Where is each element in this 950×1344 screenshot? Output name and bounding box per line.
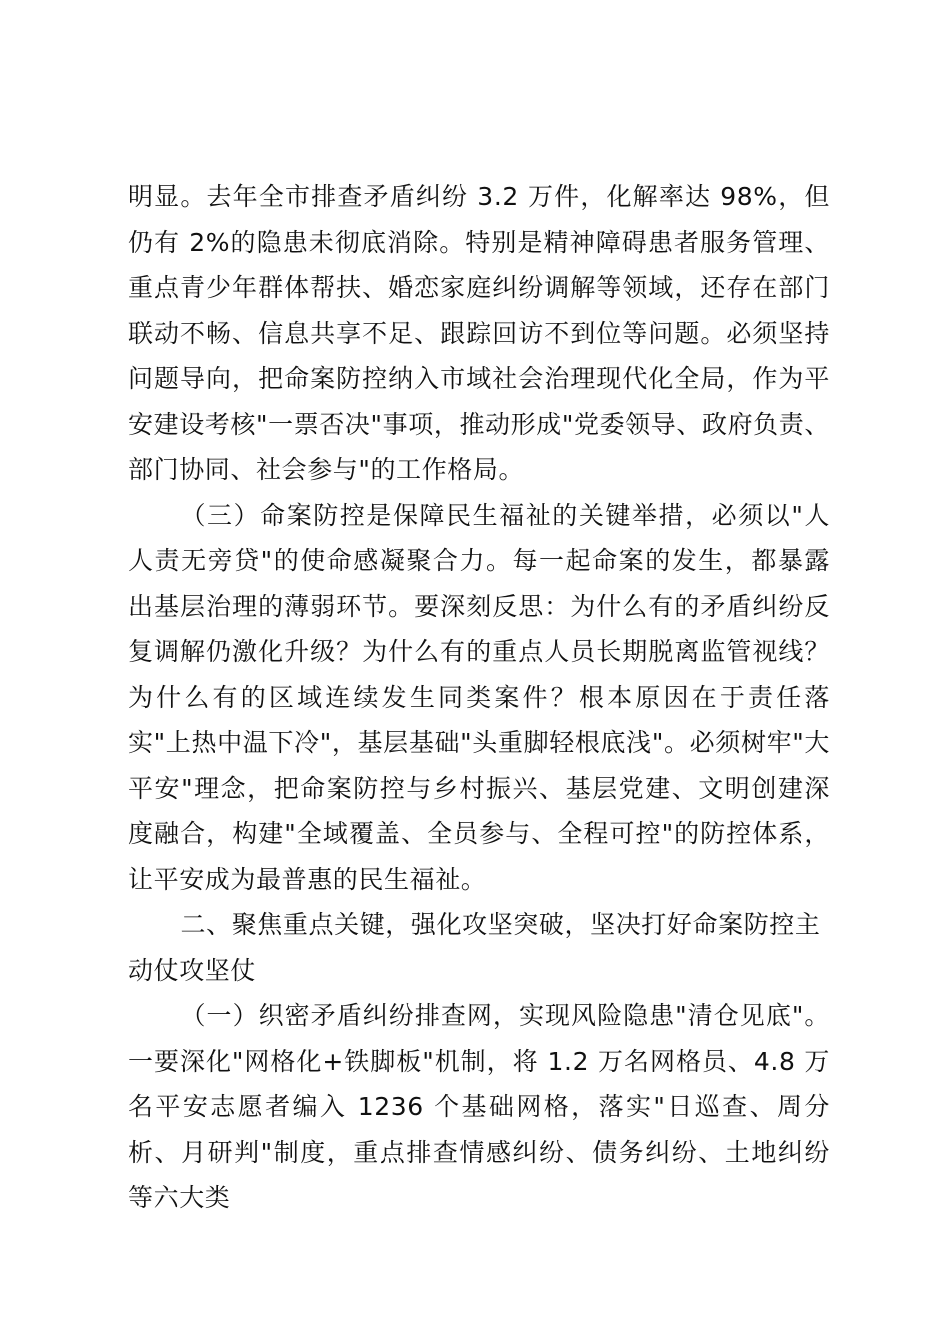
section-heading-2: 二、聚焦重点关键，强化攻坚突破，坚决打好命案防控主动仗攻坚仗 — [128, 910, 821, 985]
document-body — [128, 174, 830, 1221]
paragraph-subsection-3: （三）命案防控是保障民生福祉的关键举措，必须以"人人责无旁贷"的使命感凝聚合力。每一起命案的发生，都暴露出基层治理的薄弱环节。要深刻反思：为什么有的矛盾纠纷反复调解仍激化升级？为什么有的重点人员长期脱离监管视线？为什么有的区域连续发生同类案件？根本原因在于责任落实"上热中温下冷"，基层基础"头重脚轻根底浅"。必须树牢"大平安"理念，把命案防控与乡村振兴、基层党建、文明创建深度融合，构建"全域覆盖、全员参与、全程可控"的防控体系，让平安成为最普惠的民生福祉。 — [128, 500, 830, 894]
paragraph-subsection-1: （一）织密矛盾纠纷排查网，实现风险隐患"清仓见底"。一要深化"网格化+铁脚板"机制，将 1.2 万名网格员、4.8 万名平安志愿者编入 1236 个基础网格，落实"日巡查、周分析、月研判"制度，重点排查情感纠纷、债务纠纷、土地纠纷等六大类 — [128, 1001, 830, 1212]
paragraph-continuation: 明显。去年全市排查矛盾纠纷 3.2 万件，化解率达 98%，但仍有 2%的隐患未彻底消除。特别是精神障碍患者服务管理、重点青少年群体帮扶、婚恋家庭纠纷调解等领域，还存在部门联动不畅、信息共享不足、跟踪回访不到位等问题。必须坚持问题导向，把命案防控纳入市域社会治理现代化全局，作为平安建设考核"一票否决"事项，推动形成"党委领导、政府负责、部门协同、社会参与"的工作格局。 — [128, 182, 830, 484]
